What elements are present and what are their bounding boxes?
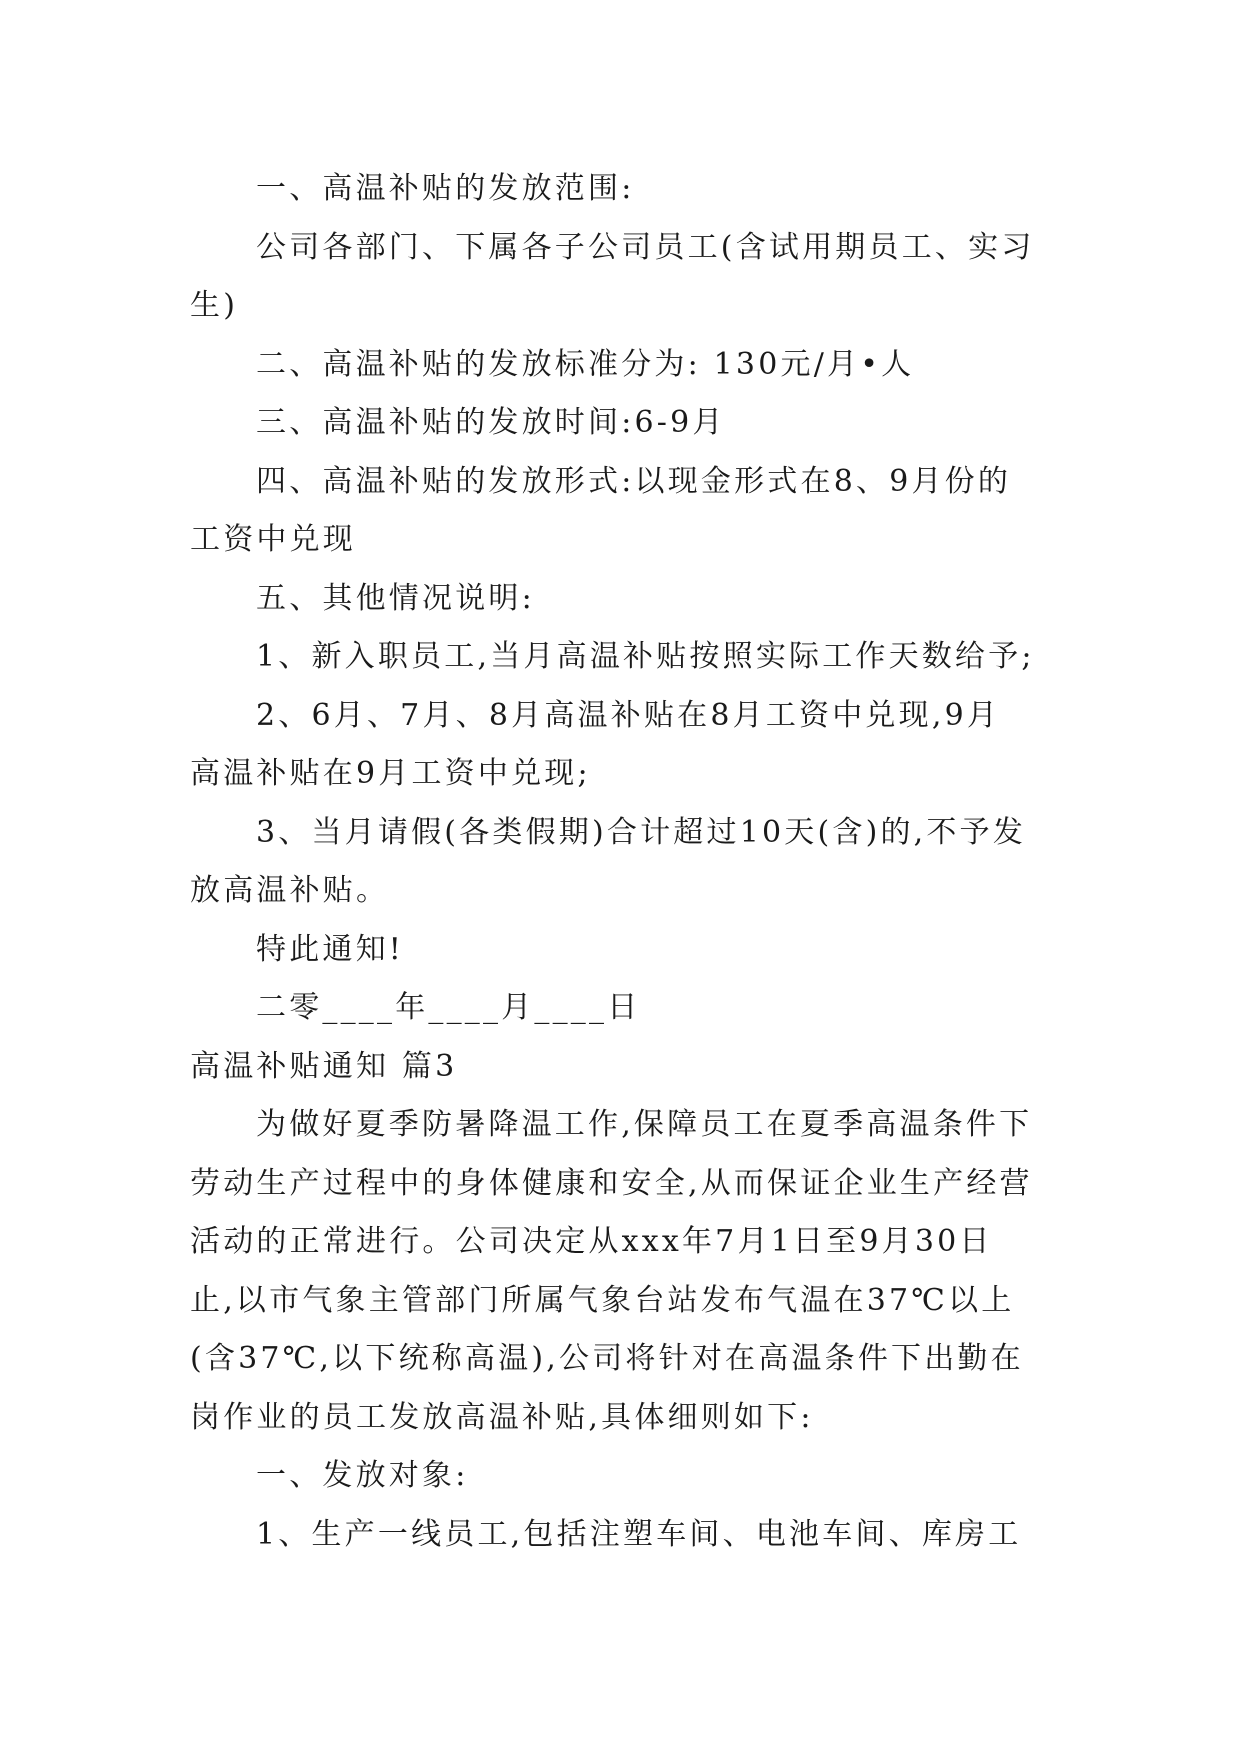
paragraph-line: 公司各部门、下属各子公司员工(含试用期员工、实习 (256, 229, 1035, 265)
paragraph-line: 止,以市气象主管部门所属气象台站发布气温在37℃以上 (190, 1282, 1015, 1318)
section-heading-other: 五、其他情况说明: (256, 580, 535, 616)
list-item: 1、生产一线员工,包括注塑车间、电池车间、库房工 (256, 1516, 1022, 1552)
closing-notice: 特此通知! (256, 931, 405, 967)
list-item: 3、当月请假(各类假期)合计超过10天(含)的,不予发 (256, 814, 1027, 850)
date-line: 二零____年____月____日 (256, 990, 641, 1025)
paragraph-line: 放高温补贴。 (190, 873, 390, 908)
section-heading-scope: 一、高温补贴的发放范围: (256, 171, 635, 206)
list-item: 2、6月、7月、8月高温补贴在8月工资中兑现,9月 (256, 697, 1001, 733)
paragraph-line: 为做好夏季防暑降温工作,保障员工在夏季高温条件下 (256, 1107, 1033, 1142)
section-heading-standard: 二、高温补贴的发放标准分为: 130元/月•人 (256, 346, 915, 382)
paragraph-line: 劳动生产过程中的身体健康和安全,从而保证企业生产经营 (190, 1165, 1033, 1201)
section-heading-time: 三、高温补贴的发放时间:6-9月 (256, 405, 726, 440)
paragraph-line: 生) (190, 288, 239, 323)
paragraph-line: 工资中兑现 (190, 522, 356, 557)
paragraph-line: (含37℃,以下统称高温),公司将针对在高温条件下出勤在 (190, 1341, 1024, 1376)
document-body (190, 160, 1060, 1564)
section-heading-form: 四、高温补贴的发放形式:以现金形式在8、9月份的 (256, 463, 1012, 499)
paragraph-line: 活动的正常进行。公司决定从xxx年7月1日至9月30日 (190, 1224, 993, 1259)
article-title: 高温补贴通知 篇3 (190, 1048, 458, 1084)
paragraph-line: 岗作业的员工发放高温补贴,具体细则如下: (190, 1399, 814, 1435)
section-heading-target: 一、发放对象: (256, 1458, 469, 1493)
paragraph-line: 高温补贴在9月工资中兑现; (190, 756, 591, 791)
list-item: 1、新入职员工,当月高温补贴按照实际工作天数给予; (256, 639, 1035, 674)
